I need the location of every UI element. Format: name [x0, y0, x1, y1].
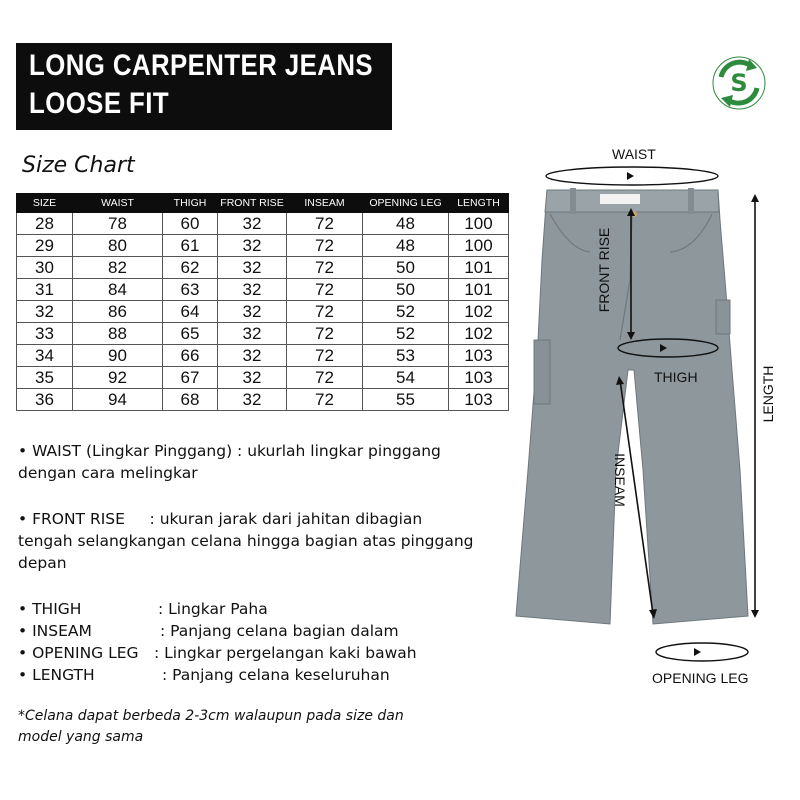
column-header: SIZE: [17, 194, 73, 213]
definition-term: • INSEAM: [18, 622, 92, 640]
table-cell: 64: [163, 301, 218, 323]
table-cell: 32: [17, 301, 73, 323]
product-title-line2: LOOSE FIT: [29, 87, 170, 120]
length-label: LENGTH: [760, 365, 776, 423]
column-header: OPENING LEG: [363, 194, 449, 213]
column-header: WAIST: [73, 194, 163, 213]
waist-label: WAIST: [612, 146, 656, 162]
product-title-line1: LONG CARPENTER JEANS: [29, 49, 374, 82]
table-cell: 100: [449, 213, 509, 235]
table-header-row: [17, 194, 509, 213]
table-cell: 103: [449, 389, 509, 411]
definition-item: [18, 620, 417, 642]
opening-leg-label: OPENING LEG: [652, 670, 749, 686]
arrow-icon: [627, 172, 634, 180]
table-cell: 72: [287, 367, 363, 389]
table-cell: 86: [73, 301, 163, 323]
table-cell: 61: [163, 235, 218, 257]
utility-pocket: [534, 340, 550, 404]
table-cell: 62: [163, 257, 218, 279]
size-table: [16, 193, 509, 411]
definition-desc: : Panjang celana keseluruhan: [162, 666, 390, 684]
note-waist: [18, 440, 441, 484]
table-cell: 72: [287, 323, 363, 345]
table-cell: 103: [449, 345, 509, 367]
column-header: THIGH: [163, 194, 218, 213]
definition-item: [18, 664, 417, 686]
definition-term: • LENGTH: [18, 666, 95, 684]
arrow-icon: [694, 648, 701, 656]
disclaimer-line1: *Celana dapat berbeda 2-3cm walaupun pada size dan: [18, 708, 404, 724]
arrow-head-icon: [751, 610, 759, 618]
pants-shape: [516, 190, 748, 624]
table-cell: 55: [363, 389, 449, 411]
table-cell: 92: [73, 367, 163, 389]
definition-term: • OPENING LEG: [18, 644, 139, 662]
note-waist-line1: • WAIST (Lingkar Pinggang) : ukurlah lingkar pinggang: [18, 442, 441, 460]
size-chart-heading: Size Chart: [22, 153, 135, 178]
note-waist-line2: dengan cara melingkar: [18, 464, 198, 482]
table-cell: 32: [218, 301, 287, 323]
table-row: [17, 389, 509, 411]
definition-desc: : Panjang celana bagian dalam: [160, 622, 399, 640]
hammer-loop: [716, 300, 730, 334]
table-cell: 88: [73, 323, 163, 345]
pants-illustration: [510, 140, 800, 700]
title-banner: [16, 43, 392, 130]
thigh-label: THIGH: [654, 369, 698, 385]
table-cell: 65: [163, 323, 218, 345]
table-cell: 29: [17, 235, 73, 257]
table-cell: 28: [17, 213, 73, 235]
note-front-rise-line3: depan: [18, 554, 67, 572]
table-cell: 32: [218, 367, 287, 389]
table-cell: 32: [218, 279, 287, 301]
table-cell: 48: [363, 235, 449, 257]
table-row: [17, 213, 509, 235]
definition-item: [18, 598, 417, 620]
table-cell: 32: [218, 257, 287, 279]
front-rise-label: FRONT RISE: [596, 227, 612, 313]
table-cell: 103: [449, 367, 509, 389]
inseam-label: INSEAM: [612, 453, 628, 507]
table-cell: 82: [73, 257, 163, 279]
disclaimer-note: [18, 706, 488, 748]
table-cell: 67: [163, 367, 218, 389]
disclaimer-line2: model yang sama: [18, 729, 144, 745]
definition-term: • THIGH: [18, 600, 82, 618]
table-cell: 34: [17, 345, 73, 367]
table-row: [17, 367, 509, 389]
table-cell: 90: [73, 345, 163, 367]
table-cell: 35: [17, 367, 73, 389]
table-cell: 52: [363, 301, 449, 323]
column-header: INSEAM: [287, 194, 363, 213]
table-cell: 100: [449, 235, 509, 257]
recycle-s-logo-icon: [711, 55, 767, 111]
table-cell: 72: [287, 235, 363, 257]
column-header: FRONT RISE: [218, 194, 287, 213]
table-cell: 84: [73, 279, 163, 301]
table-cell: 32: [218, 213, 287, 235]
table-row: [17, 301, 509, 323]
table-row: [17, 257, 509, 279]
note-front-rise: [18, 508, 474, 574]
table-cell: 68: [163, 389, 218, 411]
table-cell: 32: [218, 389, 287, 411]
table-cell: 63: [163, 279, 218, 301]
table-row: [17, 279, 509, 301]
table-cell: 60: [163, 213, 218, 235]
table-cell: 32: [218, 345, 287, 367]
table-cell: 31: [17, 279, 73, 301]
table-cell: 52: [363, 323, 449, 345]
opening-leg-measure-ring: [656, 643, 748, 661]
table-row: [17, 323, 509, 345]
table-row: [17, 235, 509, 257]
table-cell: 72: [287, 257, 363, 279]
table-cell: 72: [287, 345, 363, 367]
table-cell: 72: [287, 279, 363, 301]
table-cell: 53: [363, 345, 449, 367]
pants-measurement-diagram: [510, 140, 800, 700]
table-cell: 102: [449, 301, 509, 323]
table-cell: 50: [363, 279, 449, 301]
arrow-head-icon: [751, 194, 759, 202]
table-cell: 94: [73, 389, 163, 411]
table-row: [17, 345, 509, 367]
table-cell: 102: [449, 323, 509, 345]
note-front-rise-line1: • FRONT RISE : ukuran jarak dari jahitan dibagian: [18, 510, 423, 528]
definition-desc: : Lingkar pergelangan kaki bawah: [154, 644, 417, 662]
table-cell: 32: [218, 323, 287, 345]
table-cell: 80: [73, 235, 163, 257]
table-cell: 101: [449, 279, 509, 301]
table-cell: 66: [163, 345, 218, 367]
definition-list: [18, 598, 417, 686]
waist-label-patch: [600, 194, 640, 204]
table-cell: 33: [17, 323, 73, 345]
belt-loop: [688, 188, 694, 214]
belt-loop: [570, 188, 576, 214]
table-cell: 72: [287, 301, 363, 323]
definition-item: [18, 642, 417, 664]
table-body: [17, 213, 509, 411]
logo-letter: S: [730, 69, 748, 97]
table-cell: 54: [363, 367, 449, 389]
definition-desc: : Lingkar Paha: [158, 600, 268, 618]
table-cell: 50: [363, 257, 449, 279]
table-cell: 36: [17, 389, 73, 411]
table-cell: 32: [218, 235, 287, 257]
column-header: LENGTH: [449, 194, 509, 213]
table-cell: 48: [363, 213, 449, 235]
table-cell: 101: [449, 257, 509, 279]
table-cell: 78: [73, 213, 163, 235]
note-front-rise-line2: tengah selangkangan celana hingga bagian atas pinggang: [18, 532, 474, 550]
table-cell: 30: [17, 257, 73, 279]
table-cell: 72: [287, 213, 363, 235]
table-cell: 72: [287, 389, 363, 411]
